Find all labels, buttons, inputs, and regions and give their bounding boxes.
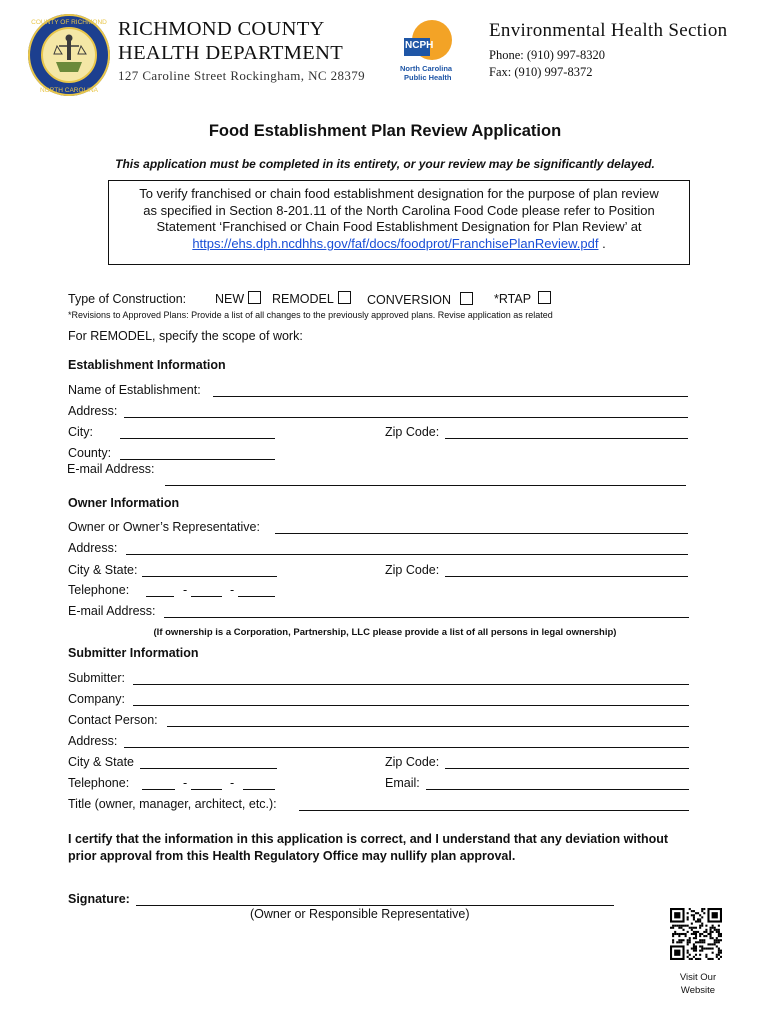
section-title: Environmental Health Section: [489, 20, 728, 41]
construction-new-option[interactable]: [215, 291, 261, 306]
construction-conversion-label: CONVERSION: [367, 293, 452, 307]
remodel-scope-label: For REMODEL, specify the scope of work:: [68, 329, 303, 343]
signature-caption: (Owner or Responsible Representative): [250, 907, 470, 921]
website-qr-code[interactable]: [670, 908, 722, 960]
notice-link-line: [109, 236, 689, 253]
submitter-phone-line-field[interactable]: [243, 789, 275, 790]
owner-phone-dash-1: -: [183, 583, 188, 597]
owner-phone-area-field[interactable]: [146, 596, 174, 597]
submitter-address-label: Address:: [68, 734, 118, 748]
owner-phone-line-field[interactable]: [238, 596, 275, 597]
fax-number: Fax: (910) 997-8372: [489, 65, 593, 79]
establishment-county-label: County:: [68, 446, 112, 460]
revisions-note: *Revisions to Approved Plans: Provide a list of all changes to the previously approved plans. Revise application as related: [68, 310, 553, 320]
page-title: Food Establishment Plan Review Application: [208, 122, 562, 140]
establishment-address-field[interactable]: [124, 417, 688, 418]
construction-rtap-option[interactable]: [494, 291, 551, 306]
owner-email-label: E-mail Address:: [68, 604, 156, 618]
submitter-zip-field[interactable]: [445, 768, 689, 769]
submitter-city-state-label: City & State: [68, 755, 134, 769]
ncph-line1: North Carolina: [400, 64, 453, 73]
owner-rep-label: Owner or Owner’s Representative:: [68, 520, 260, 534]
establishment-email-label: E-mail Address:: [67, 462, 155, 476]
owner-city-state-field[interactable]: [142, 576, 277, 577]
construction-remodel-checkbox[interactable]: [338, 291, 351, 304]
submitter-email-field[interactable]: [426, 789, 689, 790]
submitter-address-field[interactable]: [124, 747, 689, 748]
org-address: 127 Caroline Street Rockingham, NC 28379: [118, 68, 366, 83]
company-label: Company:: [68, 692, 125, 706]
construction-new-label: NEW: [215, 292, 245, 306]
page-subtitle: This application must be completed in its entirety, or your review may be significantly delayed.: [115, 157, 655, 171]
notice-line2: as specified in Section 8-201.11 of the North Carolina Food Code please refer to Position: [143, 202, 655, 218]
construction-conversion-checkbox[interactable]: [460, 292, 473, 305]
submitter-heading: Submitter Information: [68, 646, 199, 660]
org-name-line1: RICHMOND COUNTY: [118, 18, 325, 40]
company-field[interactable]: [133, 705, 689, 706]
contact-person-label: Contact Person:: [68, 713, 158, 727]
ownership-note: (If ownership is a Corporation, Partnership, LLC please provide a list of all persons in legal ownership): [153, 627, 617, 638]
establishment-city-label: City:: [68, 425, 93, 439]
county-seal-logo: [26, 12, 112, 98]
construction-remodel-option[interactable]: [272, 291, 351, 306]
submitter-phone-area-field[interactable]: [142, 789, 175, 790]
owner-heading: Owner Information: [68, 496, 180, 510]
submitter-phone-dash-2: -: [230, 776, 235, 790]
construction-rtap-label: *RTAP: [494, 292, 532, 306]
establishment-address-label: Address:: [68, 404, 118, 418]
owner-telephone-label: Telephone:: [68, 583, 130, 597]
submitter-label: Submitter:: [68, 671, 125, 685]
signature-label: Signature:: [68, 892, 130, 906]
franchise-plan-review-link[interactable]: https://ehs.dph.ncdhhs.gov/faf/docs/foodprot/FranchisePlanReview.pdf: [192, 235, 599, 251]
signature-field[interactable]: [136, 905, 614, 906]
establishment-zip-field[interactable]: [445, 438, 688, 439]
owner-zip-field[interactable]: [445, 576, 688, 577]
establishment-name-field[interactable]: [213, 396, 688, 397]
construction-type-label: Type of Construction:: [68, 292, 187, 306]
owner-zip-label: Zip Code:: [385, 563, 440, 577]
ncph-logo: [398, 18, 462, 82]
construction-rtap-checkbox[interactable]: [538, 291, 551, 304]
notice-line1: To verify franchised or chain food establishment designation for the purpose of plan review: [139, 186, 659, 201]
qr-caption-line2: Website: [680, 985, 716, 996]
owner-address-field[interactable]: [126, 554, 688, 555]
seal-top-text: COUNTY OF RICHMOND: [31, 19, 107, 26]
submitter-email-label: Email:: [385, 776, 420, 790]
notice-line3: Statement ‘Franchised or Chain Food Establishment Designation for Plan Review’ at: [156, 219, 642, 234]
org-name-line2: HEALTH DEPARTMENT: [118, 42, 344, 64]
owner-phone-prefix-field[interactable]: [191, 596, 222, 597]
submitter-telephone-label: Telephone:: [68, 776, 130, 790]
construction-conversion-option[interactable]: [367, 292, 473, 307]
notice-box: [108, 180, 690, 265]
submitter-zip-label: Zip Code:: [385, 755, 440, 769]
submitter-phone-prefix-field[interactable]: [191, 789, 222, 790]
contact-person-field[interactable]: [167, 726, 689, 727]
submitter-phone-dash-1: -: [183, 776, 188, 790]
establishment-county-field[interactable]: [120, 459, 275, 460]
owner-email-field[interactable]: [164, 617, 689, 618]
owner-city-state-label: City & State:: [68, 563, 138, 577]
construction-remodel-label: REMODEL: [272, 292, 334, 306]
ncph-abbr: NCPH: [405, 40, 434, 51]
submitter-city-state-field[interactable]: [140, 768, 277, 769]
owner-phone-dash-2: -: [230, 583, 235, 597]
establishment-city-field[interactable]: [120, 438, 275, 439]
ncph-line2: Public Health: [404, 73, 452, 82]
seal-bottom-text: NORTH CAROLINA: [39, 87, 99, 94]
establishment-email-field[interactable]: [165, 485, 686, 486]
establishment-zip-label: Zip Code:: [385, 425, 440, 439]
certification-line2: prior approval from this Health Regulatory Office may nullify plan approval.: [68, 849, 516, 863]
title-role-label: Title (owner, manager, architect, etc.):: [68, 797, 277, 811]
establishment-heading: Establishment Information: [68, 358, 226, 372]
submitter-field[interactable]: [133, 684, 689, 685]
construction-new-checkbox[interactable]: [248, 291, 261, 304]
phone-number: Phone: (910) 997-8320: [489, 48, 605, 62]
certification-line1: I certify that the information in this application is correct, and I understand that any deviation without: [68, 832, 669, 846]
establishment-name-label: Name of Establishment:: [68, 383, 201, 397]
owner-address-label: Address:: [68, 541, 118, 555]
owner-rep-field[interactable]: [275, 533, 688, 534]
title-role-field[interactable]: [299, 810, 689, 811]
notice-link-suffix: .: [598, 235, 606, 251]
qr-caption-line1: Visit Our: [679, 972, 717, 983]
